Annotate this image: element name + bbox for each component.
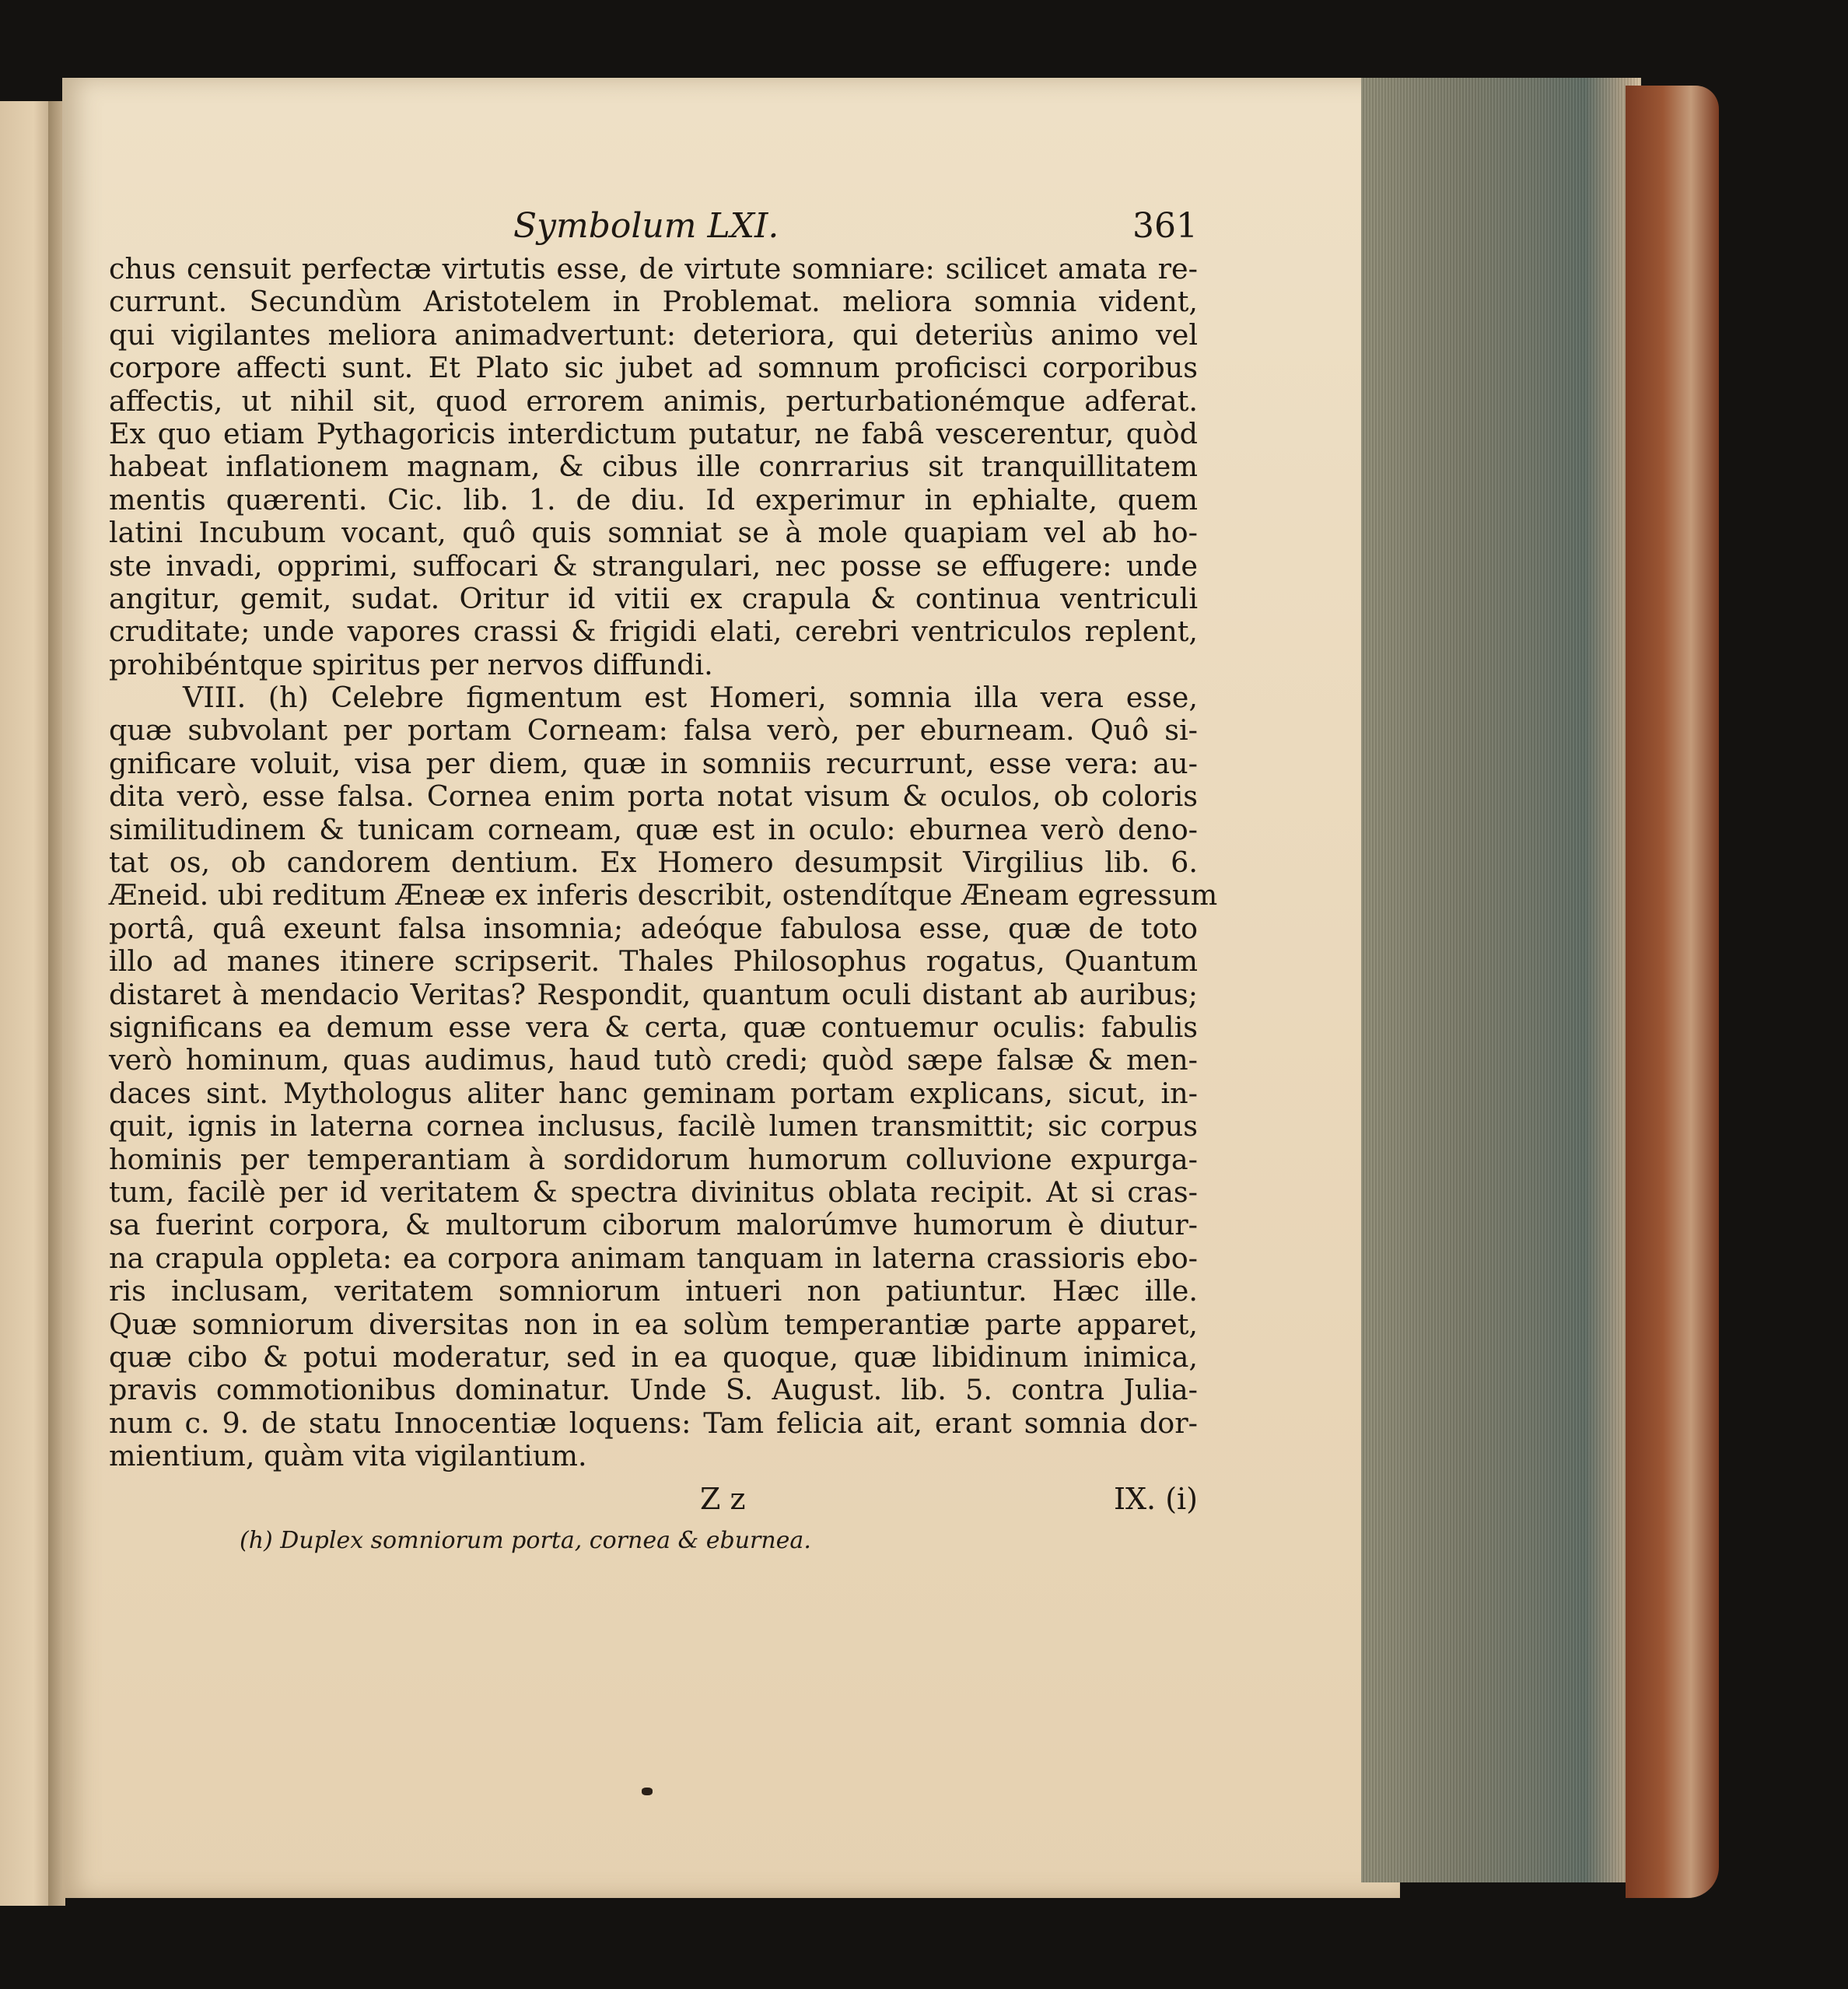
text-line: VIII. (h) Celebre figmentum est Homeri, somnia illa vera esse, — [183, 681, 1198, 715]
text-line: corpore affecti sunt. Et Plato sic jubet ad somnum proficisci corporibus — [109, 351, 1198, 385]
text-line: tat os, ob candorem dentium. Ex Homero desumpsit Virgilius lib. 6. — [109, 846, 1198, 880]
text-line: qui vigilantes meliora animadvertunt: deteriora, qui deteriùs animo vel — [109, 317, 1198, 352]
text-line: daces sint. Mythologus aliter hanc geminam portam explicans, sicut, in- — [109, 1076, 1198, 1110]
text-line: prohibéntque spiritus per nervos diffundi. — [109, 647, 713, 681]
catchword: IX. (i) — [1113, 1482, 1198, 1517]
text-line: sa fuerint corpora, & multorum ciborum malorúmve humorum è diutur- — [109, 1208, 1198, 1242]
text-line: similitudinem & tunicam corneam, quæ est in oculo: eburnea verò deno- — [109, 812, 1198, 846]
text-line: hominis per temperantiam à sordidorum humorum colluvione expurga- — [109, 1142, 1198, 1176]
text-line: quæ subvolant per portam Corneam: falsa verò, per eburneam. Quô si- — [109, 713, 1198, 748]
text-line: cruditate; unde vapores crassi & frigidi elati, cerebri ventriculos replent, — [109, 615, 1198, 649]
signature-mark: Z z — [700, 1482, 746, 1517]
footnote: (h) Duplex somniorum porta, cornea & eburnea. — [240, 1527, 811, 1555]
ink-mark — [642, 1788, 653, 1795]
text-line: ste invadi, opprimi, suffocari & strangulari, nec posse se effugere: unde — [109, 548, 1198, 583]
book-cover — [1626, 86, 1719, 1898]
text-line: illo ad manes itinere scripserit. Thales Philosophus rogatus, Quantum — [109, 944, 1198, 979]
text-line: quæ cibo & potui moderatur, sed in ea quoque, quæ libidinum inimica, — [109, 1339, 1198, 1374]
text-line: gnificare voluit, visa per diem, quæ in somniis recurrunt, esse vera: au- — [109, 746, 1198, 780]
text-line: tum, facilè per id veritatem & spectra divinitus oblata recipit. At si cras- — [109, 1175, 1198, 1209]
text-line: habeat inflationem magnam, & cibus ille conrrarius sit tranquillitatem — [109, 450, 1198, 484]
text-line: Æneid. ubi reditum Æneæ ex inferis describit, ostendítque Æneam egressum — [109, 878, 1218, 912]
text-line: Ex quo etiam Pythagoricis interdictum putatur, ne fabâ vescerentur, quòd — [109, 416, 1198, 450]
running-title: Symbolum LXI. — [513, 206, 779, 246]
text-line: pravis commotionibus dominatur. Unde S. August. lib. 5. contra Julia- — [109, 1373, 1198, 1407]
text-line: Quæ somniorum diversitas non in ea solùm temperantiæ parte apparet, — [109, 1307, 1198, 1341]
text-line: latini Incubum vocant, quô quis somniat se à mole quapiam vel ab ho- — [109, 516, 1198, 550]
text-line: quit, ignis in laterna cornea inclusus, facilè lumen transmittit; sic corpus — [109, 1109, 1198, 1143]
text-line: ris inclusam, veritatem somniorum intueri non patiuntur. Hæc ille. — [109, 1274, 1198, 1308]
text-line: mientium, quàm vita vigilantium. — [109, 1439, 587, 1473]
text-line: dita verò, esse falsa. Cornea enim porta notat visum & oculos, ob coloris — [109, 779, 1198, 814]
text-line: verò hominum, quas audimus, haud tutò credi; quòd sæpe falsæ & men- — [109, 1043, 1198, 1077]
text-line: angitur, gemit, sudat. Oritur id vitii ex crapula & continua ventriculi — [109, 581, 1198, 615]
body-text — [109, 252, 1218, 1473]
text-line: mentis quærenti. Cic. lib. 1. de diu. Id experimur in ephialte, quem — [109, 482, 1198, 517]
page-content — [109, 206, 1218, 1555]
page-edges — [1361, 78, 1641, 1882]
text-line: portâ, quâ exeunt falsa insomnia; adeóque fabulosa esse, quæ de toto — [109, 911, 1198, 945]
page-footer — [109, 1482, 1198, 1525]
page-header — [109, 206, 1198, 253]
text-line: currunt. Secundùm Aristotelem in Problemat. meliora somnia vident, — [109, 285, 1198, 319]
text-line: affectis, ut nihil sit, quod errorem animis, perturbationémque adferat. — [109, 383, 1198, 418]
page-number: 361 — [1132, 206, 1198, 246]
text-line: na crapula oppleta: ea corpora animam tanquam in laterna crassioris ebo- — [109, 1241, 1198, 1275]
text-line: significans ea demum esse vera & certa, quæ contuemur oculis: fabulis — [109, 1010, 1198, 1044]
text-line: num c. 9. de statu Innocentiæ loquens: Tam felicia ait, erant somnia dor- — [109, 1406, 1198, 1440]
text-line: chus censuit perfectæ virtutis esse, de virtute somniare: scilicet amata re- — [109, 252, 1198, 285]
text-line: distaret à mendacio Veritas? Respondit, quantum oculi distant ab auribus; — [109, 977, 1198, 1011]
